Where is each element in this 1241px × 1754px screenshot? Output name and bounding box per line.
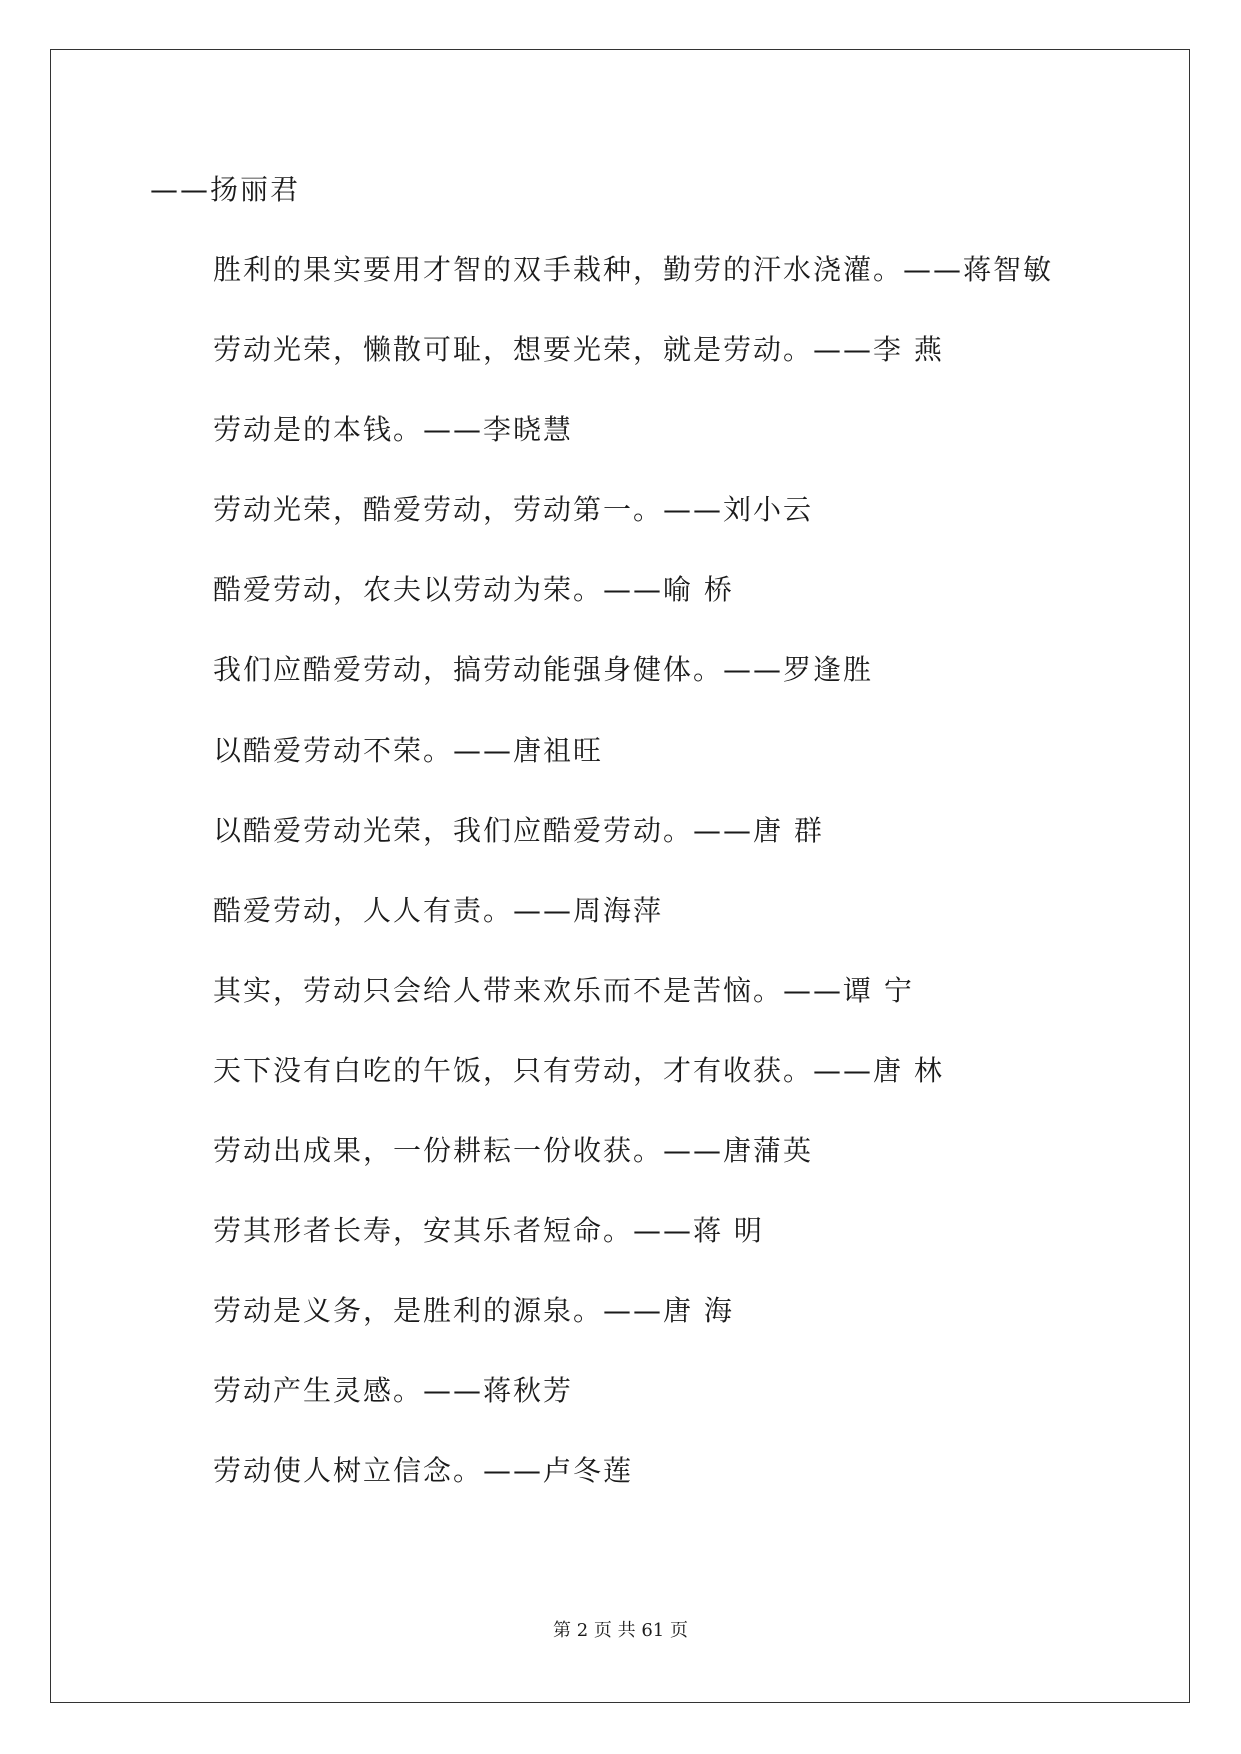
quote-line: 劳动光荣，酷爱劳动，劳动第一。——刘小云 [213, 493, 814, 526]
quote-line: 以酷爱劳动不荣。——唐祖旺 [213, 734, 604, 767]
quote-line: 劳动出成果，一份耕耘一份收获。——唐蒲英 [213, 1134, 814, 1167]
quote-line: 酷爱劳动，农夫以劳动为荣。——喻 桥 [213, 573, 734, 606]
quote-line: 劳动光荣，懒散可耻，想要光荣，就是劳动。——李 燕 [213, 333, 944, 366]
quote-line: 劳动是义务，是胜利的源泉。——唐 海 [213, 1294, 734, 1327]
quote-line: 以酷爱劳动光荣，我们应酷爱劳动。——唐 群 [213, 814, 824, 847]
page-number: 第 2 页 共 61 页 [553, 1620, 688, 1641]
quote-line: 劳其形者长寿，安其乐者短命。——蒋 明 [213, 1214, 764, 1247]
quote-line: 劳动使人树立信念。——卢冬莲 [213, 1454, 634, 1487]
quote-line: 胜利的果实要用才智的双手栽种，勤劳的汗水浇灌。——蒋智敏 [213, 253, 1054, 286]
quote-line: 其实，劳动只会给人带来欢乐而不是苦恼。——谭 宁 [213, 974, 914, 1007]
quote-line: 劳动是的本钱。——李晓慧 [213, 413, 574, 446]
quote-line: 劳动产生灵感。——蒋秋芳 [213, 1374, 574, 1407]
attribution-line: ——扬丽君 [150, 173, 301, 206]
quote-line: 天下没有白吃的午饭，只有劳动，才有收获。——唐 林 [213, 1054, 944, 1087]
quote-line: 我们应酷爱劳动，搞劳动能强身健体。——罗逢胜 [213, 653, 874, 686]
quote-line: 酷爱劳动，人人有责。——周海萍 [213, 894, 664, 927]
